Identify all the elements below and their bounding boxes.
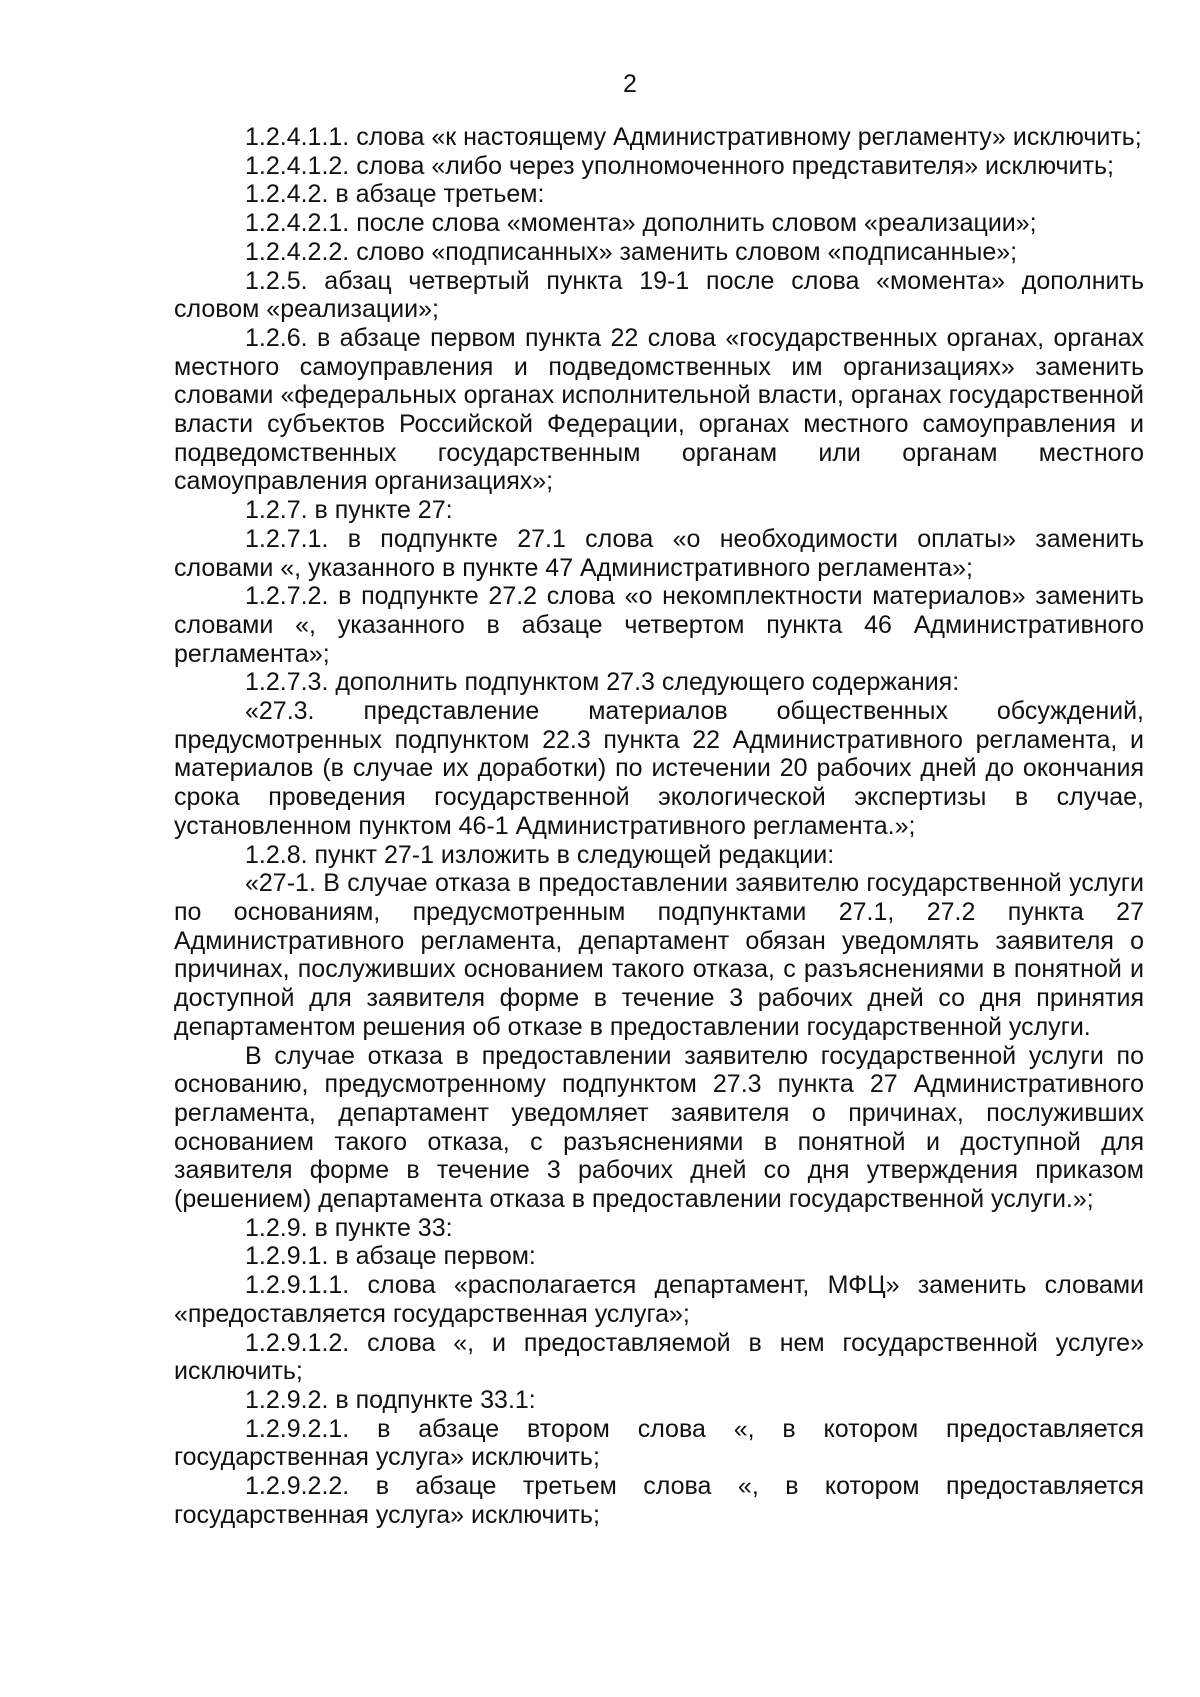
paragraph: 1.2.9.1. в абзаце первом: xyxy=(245,1242,536,1271)
document-body xyxy=(174,123,1144,1529)
paragraph: 1.2.8. пункт 27-1 изложить в следующей редакции: xyxy=(245,840,835,869)
paragraph: 1.2.5. абзац четвертый пункта 19-1 после слова «момента» дополнить словом «реализации»; xyxy=(174,266,1144,324)
paragraph: 1.2.4.1.1. слова «к настоящему Административному регламенту» исключить; xyxy=(245,123,1142,151)
page-number-text: 2 xyxy=(623,70,637,98)
paragraph: 1.2.9. в пункте 33: xyxy=(245,1213,453,1242)
paragraph: 1.2.9.1.1. слова «располагается департамент, МФЦ» заменить словами «предоставляется государственная услуга»; xyxy=(174,1271,1144,1328)
paragraph: 1.2.9.2.2. в абзаце третьем слова «, в котором предоставляется государственная услуга» исключить; xyxy=(174,1472,1144,1529)
paragraph: 1.2.7. в пункте 27: xyxy=(245,496,453,525)
paragraph: 1.2.6. в абзаце первом пункта 22 слова «государственных органах, органах местного самоуправления и подведомственных им организациях» заменить словами «федеральных органах исполнительной власти, органах государственной власти субъектов Российской Федерации, органах местного самоуправления и подведомственных государственным органам или органам местного самоуправления организациях»; xyxy=(174,323,1144,496)
paragraph: 1.2.4.1.2. слова «либо через уполномоченного представителя» исключить; xyxy=(245,151,1114,180)
paragraph: 1.2.4.2.1. после слова «момента» дополнить словом «реализации»; xyxy=(245,209,1037,238)
paragraph: «27-1. В случае отказа в предоставлении заявителю государственной услуги по основаниям, предусмотренным подпунктами 27.1, 27.2 пункта 27 Административного регламента, департамент обязан уведомлять заявителя о причинах, послуживших основанием такого отказа, с разъяснениями в понятной и доступной для заявителя форме в течение 3 рабочих дней со дня принятия департаментом решения об отказе в предоставлении государственной услуги. xyxy=(174,869,1144,1041)
paragraph: «27.3. представление материалов общественных обсуждений, предусмотренных подпунктом 22.3 пункта 22 Административного регламента, и материалов (в случае их доработки) по истечении 20 рабочих дней до окончания срока проведения государственной экологической экспертизы в случае, установленном пунктом 46-1 Административного регламента.»; xyxy=(174,697,1144,840)
paragraph: В случае отказа в предоставлении заявителю государственной услуги по основанию, предусмотренному подпунктом 27.3 пункта 27 Административного регламента, департамент уведомляет заявителя о причинах, послуживших основанием такого отказа, с разъяснениями в понятной и доступной для заявителя форме в течение 3 рабочих дней со дня утверждения приказом (решением) департамента отказа в предоставлении государственной услуги.»; xyxy=(174,1041,1144,1214)
paragraph: 1.2.9.2.1. в абзаце втором слова «, в котором предоставляется государственная услуга» исключить; xyxy=(174,1414,1144,1472)
page-number xyxy=(0,68,1200,100)
paragraph: 1.2.4.2.2. слово «подписанных» заменить словом «подписанные»; xyxy=(245,237,1018,266)
paragraph: 1.2.4.2. в абзаце третьем: xyxy=(245,180,545,209)
paragraph: 1.2.7.1. в подпункте 27.1 слова «о необходимости оплаты» заменить словами «, указанного в пункте 47 Административного регламента»; xyxy=(174,524,1144,582)
paragraph: 1.2.9.2. в подпункте 33.1: xyxy=(245,1385,536,1414)
paragraph: 1.2.9.1.2. слова «, и предоставляемой в нем государственной услуге» исключить; xyxy=(174,1328,1144,1386)
paragraph: 1.2.7.2. в подпункте 27.2 слова «о некомплектности материалов» заменить словами «, указанного в абзаце четвертом пункта 46 Административного регламента»; xyxy=(174,582,1144,668)
paragraph: 1.2.7.3. дополнить подпунктом 27.3 следующего содержания: xyxy=(245,668,960,697)
